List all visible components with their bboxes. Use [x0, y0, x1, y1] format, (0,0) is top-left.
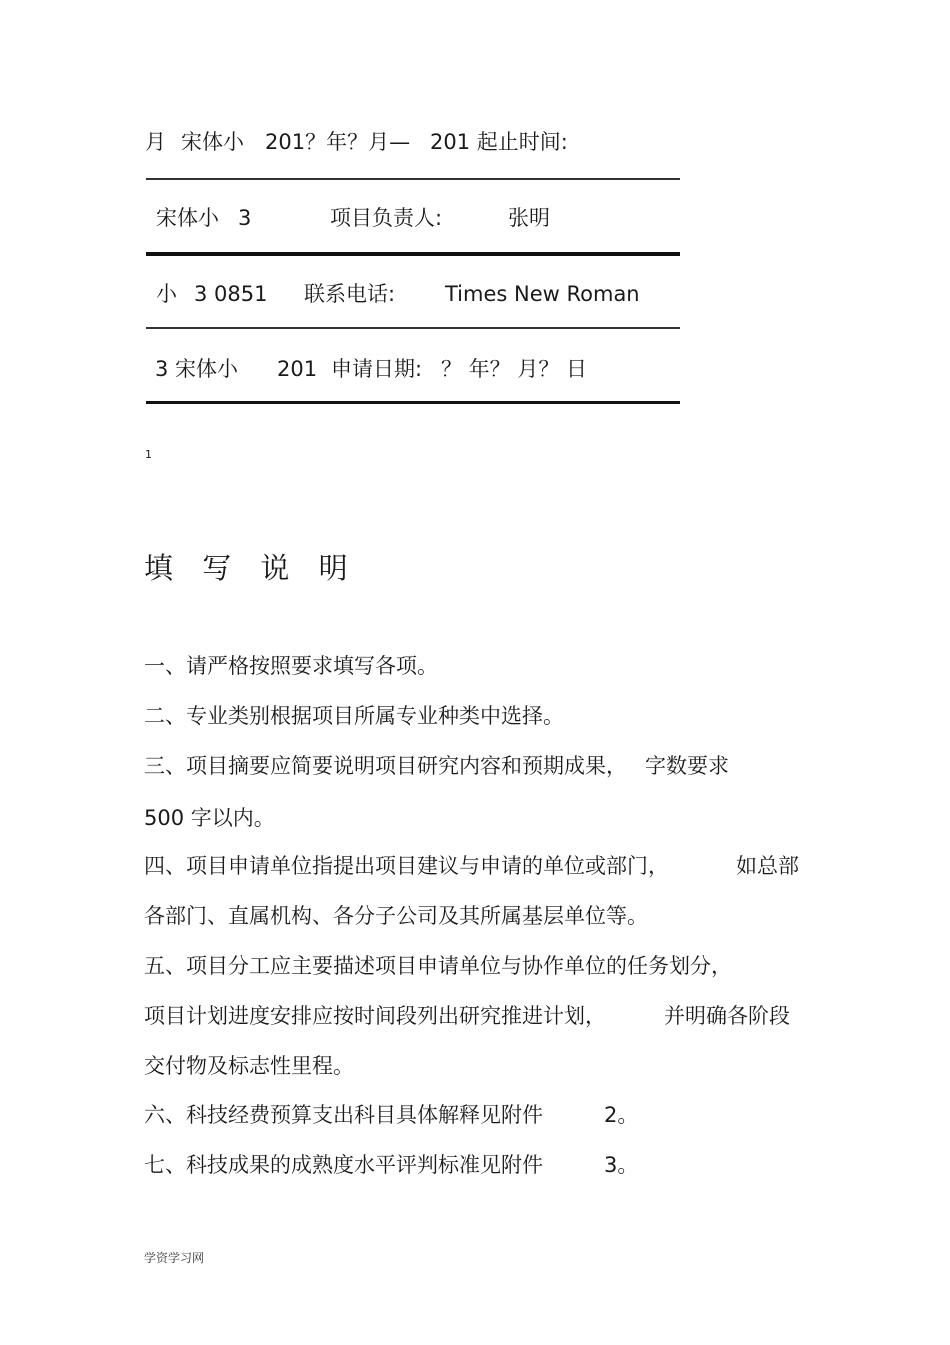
apply-date-label: 申请日期: — [331, 357, 423, 381]
header-row3-font: 3 宋体小 — [155, 357, 239, 381]
phone-label: 联系电话: — [304, 282, 396, 306]
instruction-1: 一、请严格按照要求填写各项。 — [144, 654, 438, 678]
instruction-2: 二、专业类别根据项目所属专业种类中选择。 — [144, 704, 564, 728]
divider — [146, 178, 680, 180]
instruction-4: 四、项目申请单位指提出项目建议与申请的单位或部门， — [144, 854, 669, 878]
header-row3-year: 201 — [277, 357, 318, 381]
header-row0-month: 月 — [145, 130, 166, 154]
phone-value: Times New Roman — [445, 282, 640, 306]
instruction-7-ref: 3。 — [604, 1153, 639, 1177]
apply-date-value: ？ 年？ 月？ 日 — [441, 357, 588, 381]
instruction-6-ref: 2。 — [604, 1103, 639, 1127]
instruction-5-line2: 项目计划进度安排应按时间段列出研究推进计划， — [144, 1004, 606, 1028]
header-row0-date: 201？年？月— — [265, 130, 411, 154]
header-row2-small: 小 — [156, 282, 177, 306]
instruction-5: 五、项目分工应主要描述项目申请单位与协作单位的任务划分， — [144, 954, 732, 978]
footer-watermark: 学资学习网 — [144, 1251, 205, 1265]
instruction-3: 三、项目摘要应简要说明项目研究内容和预期成果， — [144, 754, 627, 778]
instruction-7: 七、科技成果的成熟度水平评判标准见附件 — [144, 1153, 543, 1177]
instruction-6: 六、科技经费预算支出科目具体解释见附件 — [144, 1103, 543, 1127]
instruction-5-end: 交付物及标志性里程。 — [144, 1054, 354, 1078]
header-row1-font: 宋体小 — [156, 206, 219, 230]
project-leader-label: 项目负责人: — [330, 206, 443, 230]
instruction-3-cont: 字数要求 — [645, 754, 729, 778]
divider — [146, 401, 680, 404]
project-leader-value: 张明 — [508, 206, 550, 230]
instruction-3-end: 500 字以内。 — [144, 806, 275, 830]
instruction-4-end: 各部门、直属机构、各分子公司及其所属基层单位等。 — [144, 904, 648, 928]
instructions-title: 填 写 说 明 — [144, 551, 358, 585]
start-end-time-label: 201 起止时间: — [430, 130, 568, 154]
divider — [146, 327, 680, 329]
header-row0-font: 宋体小 — [181, 130, 244, 154]
page-number: 1 — [145, 448, 152, 461]
header-row1-size: 3 — [238, 206, 252, 230]
instruction-4-cont: 如总部 — [736, 854, 799, 878]
header-row2-number: 3 0851 — [194, 282, 268, 306]
instruction-5-line2-cont: 并明确各阶段 — [664, 1004, 790, 1028]
divider — [146, 252, 680, 256]
